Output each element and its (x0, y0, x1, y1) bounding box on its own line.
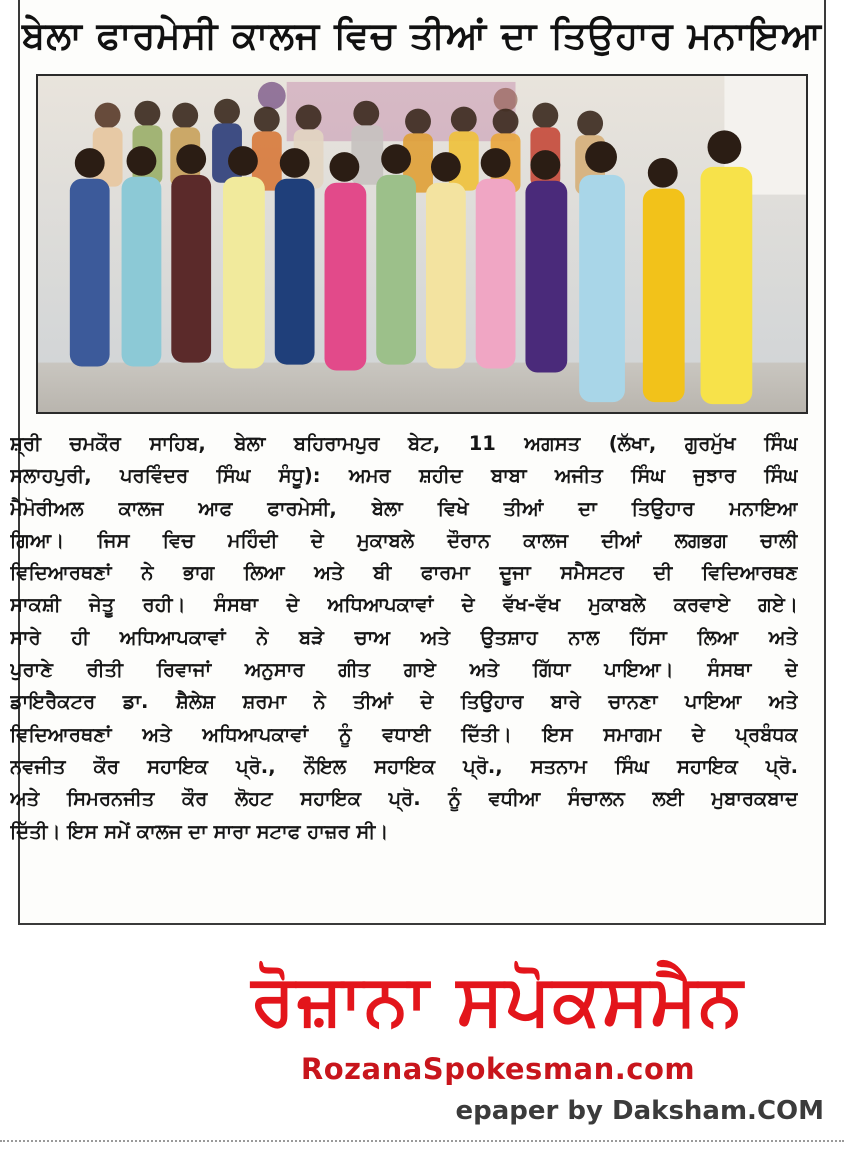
article-line: ਪੁਰਾਣੇ ਰੀਤੀ ਰਿਵਾਜਾਂ ਅਨੁਸਾਰ ਗੀਤ ਗਾਏ ਅਤੇ ਗਿੱਧਾ ਪਾਇਆ। ਸੰਸਥਾ ਦੇ (10, 658, 798, 682)
group-photo-image (38, 76, 806, 412)
group-photo (36, 74, 808, 414)
page-divider (0, 1140, 844, 1142)
article-line: ਨਵਜੀਤ ਕੌਰ ਸਹਾਇਕ ਪ੍ਰੋ., ਨੌਇਲ ਸਹਾਇਕ ਪ੍ਰੋ., ਸਤਨਾਮ ਸਿੰਘ ਸਹਾਇਕ ਪ੍ਰੋ. (10, 754, 798, 778)
article-line: ਗਿਆ। ਜਿਸ ਵਿਚ ਮਹਿੰਦੀ ਦੇ ਮੁਕਾਬਲੇ ਦੌਰਾਨ ਕਾਲਜ ਦੀਆਂ ਲਗਭਗ ਚਾਲੀ (10, 528, 798, 552)
article-line: ਮੈਮੋਰੀਅਲ ਕਾਲਜ ਆਫ ਫਾਰਮੇਸੀ, ਬੇਲਾ ਵਿਖੇ ਤੀਆਂ ਦਾ ਤਿਉਹਾਰ ਮਨਾਇਆ (10, 496, 798, 520)
article-line: ਸਾਰੇ ਹੀ ਅਧਿਆਪਕਾਵਾਂ ਨੇ ਬੜੇ ਚਾਅ ਅਤੇ ਉਤਸ਼ਾਹ ਨਾਲ ਹਿੱਸਾ ਲਿਆ ਅਤੇ (10, 625, 798, 649)
epaper-credit: epaper by Daksham.COM (455, 1096, 824, 1126)
article-headline: ਬੇਲਾ ਫਾਰਮੇਸੀ ਕਾਲਜ ਵਿਚ ਤੀਆਂ ਦਾ ਤਿਉਹਾਰ ਮਨਾਇਆ (22, 14, 822, 57)
article-line: ਵਿਦਿਆਰਥਣਾਂ ਨੇ ਭਾਗ ਲਿਆ ਅਤੇ ਬੀ ਫਾਰਮਾ ਦੂਜਾ ਸਮੈਸਟਰ ਦੀ ਵਿਦਿਆਰਥਣ (10, 561, 798, 585)
article-line: ਸ਼੍ਰੀ ਚਮਕੌਰ ਸਾਹਿਬ, ਬੇਲਾ ਬਹਿਰਾਮਪੁਰ ਬੇਟ, 11 ਅਗਸਤ (ਲੱਖਾ, ਗੁਰਮੁੱਖ ਸਿੰਘ (10, 432, 798, 455)
newspaper-masthead: ਰੋਜ਼ਾਨਾ ਸਪੋਕਸਮੈਨ (251, 958, 745, 1041)
article-line: ਵਿਦਿਆਰਥਣਾਂ ਅਤੇ ਅਧਿਆਪਕਾਵਾਂ ਨੂੰ ਵਧਾਈ ਦਿੱਤੀ। ਇਸ ਸਮਾਗਮ ਦੇ ਪ੍ਰਬੰਧਕ (10, 722, 798, 746)
article-line: ਅਤੇ ਸਿਮਰਨਜੀਤ ਕੌਰ ਲੋਹਟ ਸਹਾਇਕ ਪ੍ਰੋ. ਨੂੰ ਵਧੀਆ ਸੰਚਾਲਨ ਲਈ ਮੁਬਾਰਕਬਾਦ (10, 787, 798, 811)
article-line: ਡਾਇਰੈਕਟਰ ਡਾ. ਸ਼ੈਲੇਸ਼ ਸ਼ਰਮਾ ਨੇ ਤੀਆਂ ਦੇ ਤਿਉਹਾਰ ਬਾਰੇ ਚਾਨਣਾ ਪਾਇਆ ਅਤੇ (10, 690, 798, 714)
article-body (10, 428, 798, 848)
website-url[interactable]: RozanaSpokesman.com (300, 1052, 696, 1086)
article-line: ਸਲਾਹਪੁਰੀ, ਪਰਵਿੰਦਰ ਸਿੰਘ ਸੰਧੂ): ਅਮਰ ਸ਼ਹੀਦ ਬਾਬਾ ਅਜੀਤ ਸਿੰਘ ਜੁਝਾਰ ਸਿੰਘ (10, 464, 798, 488)
article-line: ਸਾਕਸ਼ੀ ਜੇਤੂ ਰਹੀ। ਸੰਸਥਾ ਦੇ ਅਧਿਆਪਕਾਵਾਂ ਦੇ ਵੱਖ-ਵੱਖ ਮੁਕਾਬਲੇ ਕਰਵਾਏ ਗਏ। (10, 593, 798, 617)
article-line: ਦਿੱਤੀ। ਇਸ ਸਮੇਂ ਕਾਲਜ ਦਾ ਸਾਰਾ ਸਟਾਫ ਹਾਜ਼ਰ ਸੀ। (10, 819, 389, 843)
